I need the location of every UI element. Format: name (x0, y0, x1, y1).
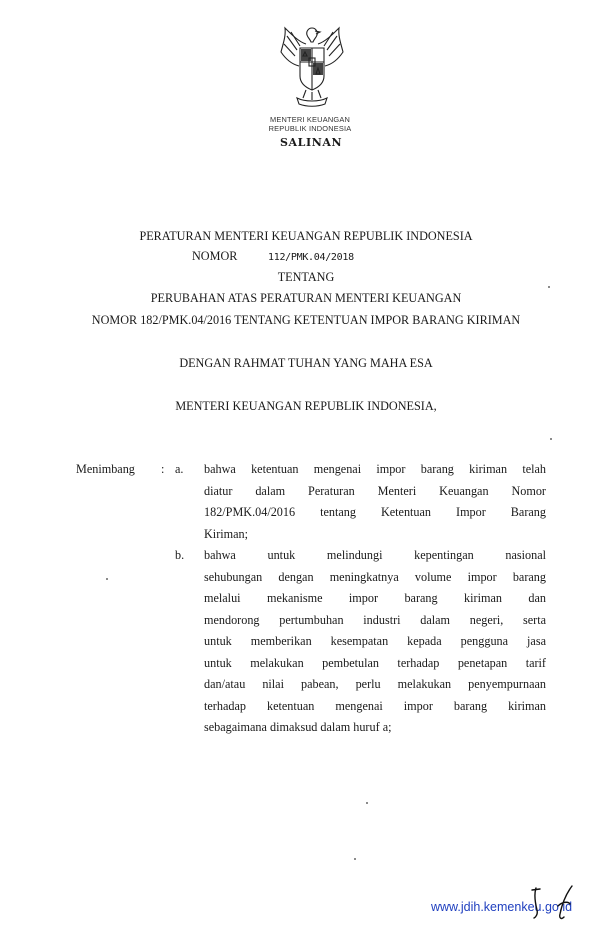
invocation: DENGAN RAHMAT TUHAN YANG MAHA ESA (179, 356, 433, 370)
jdih-website-link[interactable]: www.jdih.kemenkeu.go.id (431, 900, 573, 914)
item-b-line: dan/atau nilai pabean, perlu melakukan penyempurnaan (204, 677, 546, 691)
item-a-text (204, 459, 546, 545)
item-a-marker: a. (175, 462, 184, 476)
item-b-line: sebagaimana dimaksud dalam huruf a; (204, 720, 392, 734)
copy-label: SALINAN (280, 136, 343, 149)
item-a-line: Kiriman; (204, 526, 249, 541)
nomor-label: NOMOR (192, 249, 238, 263)
scan-speck (106, 578, 108, 580)
issuer: MENTERI KEUANGAN REPUBLIK INDONESIA, (175, 399, 437, 413)
item-b-line: mendorong pertumbuhan industri dalam negeri, serta (204, 612, 546, 627)
menimbang-label: Menimbang (76, 462, 135, 476)
item-b-line: bahwa untuk melindungi kepentingan nasional (204, 548, 546, 562)
paraf-initials-icon (528, 884, 578, 924)
item-b-line: melalui mekanisme impor barang kiriman dan (204, 591, 546, 605)
menimbang-colon: : (161, 462, 165, 476)
item-b-line: untuk memberikan kesempatan kepada pengguna jasa (204, 634, 546, 648)
item-b-marker: b. (175, 548, 185, 562)
scan-speck (366, 802, 368, 804)
item-a-line: diatur dalam Peraturan Menteri Keuangan Nomor (204, 483, 546, 498)
garuda-emblem-icon (275, 24, 349, 110)
ministry-letterhead (230, 116, 390, 133)
item-b-line: terhadap ketentuan mengenai impor barang kiriman (204, 698, 546, 713)
regulation-title: PERATURAN MENTERI KEUANGAN REPUBLIK INDONESIA (139, 229, 473, 243)
ministry-line-1: MENTERI KEUANGAN (270, 115, 350, 124)
subject-line-1: PERUBAHAN ATAS PERATURAN MENTERI KEUANGAN (150, 291, 462, 305)
ministry-line-2: REPUBLIK INDONESIA (268, 123, 352, 133)
item-a-line: 182/PMK.04/2016 tentang Ketentuan Impor Barang (204, 505, 546, 519)
item-a-line: bahwa ketentuan mengenai impor barang kiriman telah (204, 462, 546, 476)
nomor-value: 112/PMK.04/2018 (268, 252, 354, 263)
item-b-line: sehubungan dengan meningkatnya volume impor barang (204, 569, 546, 584)
scan-speck (550, 438, 552, 440)
scan-speck (354, 858, 356, 860)
tentang-heading: TENTANG (277, 270, 335, 284)
item-b-text (204, 545, 546, 739)
subject-line-2: NOMOR 182/PMK.04/2016 TENTANG KETENTUAN IMPOR BARANG KIRIMAN (91, 313, 521, 327)
item-b-line: untuk melakukan pembetulan terhadap penetapan tarif (204, 655, 546, 670)
scan-speck (548, 286, 550, 288)
